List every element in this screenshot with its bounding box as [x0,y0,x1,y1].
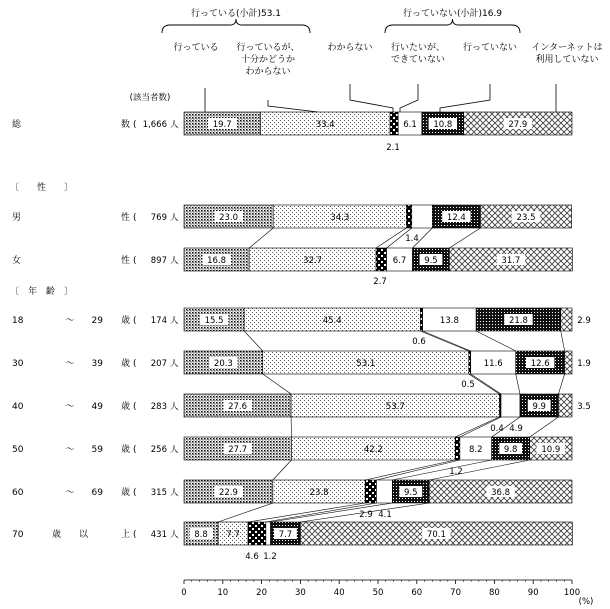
value-label: 7.7 [278,530,293,540]
value-label-outside: 4.6 [245,552,259,562]
bar-segment [365,480,376,503]
legend-label: 行っていない [462,43,518,53]
value-label: 53.7 [385,402,405,412]
group-brace [162,19,310,33]
value-label: 22.9 [218,488,238,498]
connector-line [376,228,406,248]
value-label: 11.6 [483,359,503,369]
value-label-outside: 4.9 [509,424,523,434]
value-label-outside: 1.2 [449,467,463,477]
connector-line [249,228,273,248]
x-tick-label: 40 [333,588,345,598]
x-tick-label: 50 [372,588,384,598]
row-label-right: 49 歳 [91,402,130,412]
value-label: 13.8 [439,316,459,326]
legend-braces [162,7,520,33]
bar-segment [561,308,572,331]
value-label: 36.8 [491,488,511,498]
group-brace [385,19,520,33]
x-tick-label: 30 [294,588,306,598]
value-label: 23.8 [309,488,329,498]
row-label-left: 60 [12,488,24,498]
value-label-outside: 2.7 [373,277,387,287]
value-label: 27.9 [508,120,528,130]
legend-pointer [400,84,418,112]
connector-line [423,331,471,351]
legend-pointer [268,100,318,112]
bar-segment [390,112,398,135]
row-label-left: 男 [12,213,22,223]
bar-segment [501,394,520,417]
row-label-right: 性 [120,256,130,266]
row-label-paren: ( [133,316,137,326]
row-label-paren: ( [133,213,137,223]
x-unit-label: (%) [578,597,594,607]
value-label: 9.8 [503,445,518,455]
value-label: 7.7 [226,530,240,540]
row-label-left: 70 [12,530,24,540]
row-labels [10,92,179,540]
connector-line [273,460,292,480]
value-label: 31.7 [501,256,521,266]
value-label: 9.5 [404,488,418,498]
section-label-sex: 〔 性 〕 [10,183,74,193]
value-label: 6.7 [392,256,407,266]
bars [184,112,591,562]
row-count: 1,666 [142,120,167,130]
row-count: 315 [150,488,167,498]
row-label-left: 総 [12,120,22,130]
value-label-outside: 2.9 [359,510,373,520]
connector-line [530,417,559,437]
value-label-outside: 1.4 [405,234,419,244]
row-label-right: 上 [120,530,130,540]
row-label-left: 40 [12,402,24,412]
row-label-paren: ( [133,120,137,130]
row-count-unit: 人 [170,530,179,540]
row-label-right: 69 歳 [91,488,130,498]
row-count: 256 [150,445,167,455]
row-label-paren: ( [133,402,137,412]
value-label: 23.5 [516,213,536,223]
section-label-age: 〔 年 齢 〕 [10,287,74,297]
row-count-unit: 人 [170,120,179,130]
value-label: 45.4 [322,316,342,326]
row-label-mid: 〜 [65,445,75,455]
row-label-right: 29 歳 [91,316,130,326]
row-label-mid: 〜 [65,316,75,326]
row-count: 769 [150,213,167,223]
value-label: 12.4 [446,213,466,223]
count-header: (該当者数) [129,93,171,103]
value-label: 8.2 [469,445,483,455]
row-label-left: 50 [12,445,24,455]
row-label-mid: 歳 以 [51,530,89,540]
row-count-unit: 人 [170,213,179,223]
value-label: 42.2 [363,445,383,455]
row-label-mid: 〜 [65,402,75,412]
bar-segment [558,394,572,417]
bar-segment [420,308,422,331]
bar-segment [376,480,392,503]
bar-segment [455,437,460,460]
bar-segment [266,522,271,545]
connector-line [561,331,565,351]
row-count-unit: 人 [170,488,179,498]
row-count: 207 [150,359,167,369]
connector-line [449,228,480,248]
value-label-outside: 2.1 [386,143,400,153]
legend-label: 行っているが、 [236,43,300,53]
bar-segment [412,205,433,228]
legend-label: 行っている [173,43,219,53]
row-count: 431 [150,530,167,540]
bar-segment [565,351,572,374]
legend-pointer [350,84,393,112]
row-label-left: 30 [12,359,24,369]
row-count-unit: 人 [170,359,179,369]
connector-line [271,503,393,522]
row-label-right: 性 [120,213,130,223]
bar-segment [248,522,266,545]
value-label: 27.7 [228,445,248,455]
connector-lines [218,228,564,522]
value-label-outside: 0.6 [412,337,426,347]
group-brace-label: 行っていない(小計)16.9 [402,9,503,19]
row-label-paren: ( [133,256,137,266]
value-label: 70.1 [426,530,446,540]
value-label: 8.8 [194,530,208,540]
value-label: 32.7 [303,256,323,266]
row-label-right: 数 [120,120,130,130]
bar-segment [376,248,386,271]
row-label-mid: 〜 [65,359,75,369]
value-label: 33.4 [315,120,335,130]
connector-line [244,331,263,351]
row-count-unit: 人 [170,445,179,455]
value-label: 34.3 [330,213,350,223]
row-label-right: 39 歳 [91,359,130,369]
value-label: 23.0 [219,213,239,223]
value-label: 9.5 [424,256,438,266]
value-label-outside: 1.9 [577,359,591,369]
row-label-paren: ( [133,445,137,455]
value-label: 20.3 [213,359,233,369]
x-tick-label: 70 [450,588,462,598]
value-label-outside: 0.5 [461,380,475,390]
value-label: 21.8 [508,316,528,326]
legend-label: 十分かどうか [240,55,296,65]
legend [173,41,602,112]
row-count: 283 [150,402,167,412]
row-label-mid: 〜 [65,488,75,498]
connector-line [476,331,516,351]
bar-segment [406,205,411,228]
value-label: 27.6 [228,402,248,412]
value-label: 16.8 [207,256,227,266]
value-label: 10.9 [541,445,561,455]
connector-line [376,460,459,480]
value-label: 19.7 [212,120,232,130]
x-axis [181,580,593,607]
x-tick-label: 100 [563,588,581,598]
value-label-outside: 2.9 [577,316,591,326]
row-label-left: 女 [12,256,22,266]
value-label: 9.9 [532,402,546,412]
x-tick-label: 80 [488,588,500,598]
legend-label: インターネットは [531,43,603,53]
legend-label: わからない [245,67,291,77]
connector-line [558,374,564,394]
row-label-left: 18 [12,316,24,326]
x-tick-label: 20 [256,588,268,598]
value-label: 6.1 [403,120,417,130]
row-count-unit: 人 [170,256,179,266]
value-label: 10.8 [433,120,453,130]
value-label-outside: 4.1 [378,510,392,520]
x-tick-label: 10 [217,588,229,598]
row-count: 897 [150,256,167,266]
value-label: 12.6 [530,359,550,369]
group-brace-label: 行っている(小計)53.1 [190,9,282,19]
connector-line [471,374,501,394]
legend-label: 利用していない [535,55,599,65]
row-label-paren: ( [133,530,137,540]
legend-label: できていない [390,55,446,65]
x-tick-label: 0 [181,588,187,598]
row-count-unit: 人 [170,316,179,326]
x-tick-label: 90 [527,588,539,598]
x-tick-label: 60 [411,588,423,598]
legend-label: 行いたいが、 [390,43,446,53]
row-label-right: 59 歳 [91,445,130,455]
row-count-unit: 人 [170,402,179,412]
legend-label: わからない [327,43,373,53]
connector-line [248,503,365,522]
value-label: 15.5 [204,316,224,326]
connector-line [429,460,529,480]
legend-pointer [440,84,490,112]
row-label-paren: ( [133,488,137,498]
value-label: 53.1 [356,359,376,369]
connector-line [420,331,469,351]
value-label-outside: 3.5 [577,402,591,412]
connector-line [516,374,520,394]
row-count: 174 [150,316,167,326]
connector-line [263,374,291,394]
row-label-paren: ( [133,359,137,369]
value-label-outside: 1.2 [263,552,277,562]
value-label-outside: 0.4 [490,424,504,434]
